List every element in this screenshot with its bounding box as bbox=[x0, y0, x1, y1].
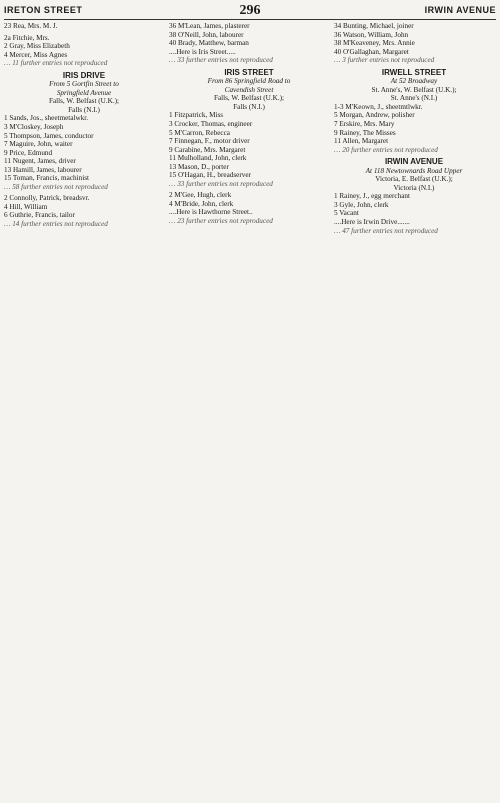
ward-line: St. Anne's, W. Belfast (U.K.); bbox=[371, 85, 457, 94]
list-item: 13 Hamill, James, labourer bbox=[4, 165, 82, 174]
list-item: 3 Crocker, Thomas, engineer bbox=[169, 120, 253, 129]
here-marker: ....Here is Hawthorne Street.. bbox=[169, 208, 253, 217]
header-right-street: IRWIN AVENUE bbox=[424, 5, 496, 15]
list-item: 38 M'Keaveney, Mrs. Annie bbox=[334, 39, 415, 48]
omitted-note: … 20 further entries not reproduced bbox=[334, 145, 438, 154]
section-heading-iris-street: IRIS STREET bbox=[224, 67, 274, 77]
section-heading-irwin-avenue: IRWIN AVENUE bbox=[384, 157, 444, 167]
list-item: 13 Mason, D., porter bbox=[169, 162, 229, 171]
omitted-note: … 33 further entries not reproduced bbox=[169, 56, 273, 65]
list-item: 2 Connolly, Patrick, breadsvr. bbox=[4, 194, 90, 203]
list-item: 4 Hill, William bbox=[4, 202, 48, 211]
list-item: 15 Toman, Francis, machinist bbox=[4, 174, 90, 183]
list-item: 2 M'Gee, Hugh, clerk bbox=[169, 191, 232, 200]
list-item: 40 O'Gallaghan, Margaret bbox=[334, 47, 409, 56]
list-item: 11 Mulholland, John, clerk bbox=[169, 154, 247, 163]
omitted-note: … 23 further entries not reproduced bbox=[169, 217, 273, 226]
list-item: 36 Watson, William, John bbox=[334, 30, 409, 39]
list-item: 40 Brady, Matthew, barman bbox=[169, 39, 249, 48]
list-item: 5 Thompson, James, conductor bbox=[4, 131, 94, 140]
omitted-note: … 11 further entries not reproduced bbox=[4, 59, 108, 68]
column-2 bbox=[169, 22, 329, 226]
list-item: 15 O'Hagan, H., breadserver bbox=[169, 171, 251, 180]
list-item: 5 M'Carron, Rebecca bbox=[169, 128, 230, 137]
section-subtitle: From 86 Springfield Road to bbox=[207, 77, 291, 86]
column-1 bbox=[4, 22, 164, 229]
list-item: 5 Vacant bbox=[334, 209, 359, 218]
list-item: 6 Guthrie, Francis, tailor bbox=[4, 211, 75, 220]
list-item: 9 Price, Edmund bbox=[4, 148, 53, 157]
omitted-note: … 3 further entries not reproduced bbox=[334, 56, 435, 65]
omitted-note: … 58 further entries not reproduced bbox=[4, 182, 108, 191]
section-subtitle: At 118 Newtownards Road Upper bbox=[365, 166, 463, 175]
list-item: 3 M'Closkey, Joseph bbox=[4, 123, 64, 132]
ward-line: Falls, W. Belfast (U.K.); bbox=[48, 97, 120, 106]
omitted-note: … 47 further entries not reproduced bbox=[334, 226, 438, 235]
list-item: 34 Bunting, Michael, joiner bbox=[334, 22, 414, 30]
list-item: 2 Gray, Miss Elizabeth bbox=[4, 42, 70, 51]
list-item: 7 Finnegan, F., motor driver bbox=[169, 137, 250, 146]
list-item: 1 Fitzpatrick, Miss bbox=[169, 111, 224, 120]
ward-line: St. Anne's (N.I.) bbox=[390, 94, 438, 103]
list-item: 4 M'Bride, John, clerk bbox=[169, 199, 234, 208]
list-item: 7 Erskire, Mrs. Mary bbox=[334, 120, 395, 129]
column-3 bbox=[334, 22, 494, 235]
list-item: 23 Rea, Mrs. M. J. bbox=[4, 22, 58, 30]
list-item: 5 Morgan, Andrew, polisher bbox=[334, 111, 415, 120]
list-item: 1 Rainey, J., egg merchant bbox=[334, 192, 410, 201]
ward-line: Victoria (N.I.) bbox=[393, 183, 435, 192]
list-item: 1 Sands, Jos., sheetmetalwkr. bbox=[4, 114, 89, 123]
list-item: 4 Mercer, Miss Agnes bbox=[4, 50, 68, 59]
ward-line: Falls, W. Belfast (U.K.); bbox=[213, 94, 285, 103]
here-marker: ....Here is Iris Street..... bbox=[169, 47, 236, 56]
list-item: 11 Nugent, James, driver bbox=[4, 157, 76, 166]
list-item: 36 M'Lean, James, plasterer bbox=[169, 22, 250, 30]
list-item: 1-3 M'Keown, J., sheetmtlwkr. bbox=[334, 102, 423, 111]
omitted-note: … 14 further entries not reproduced bbox=[4, 220, 108, 229]
here-marker: ....Here is Irwin Drive....... bbox=[334, 218, 410, 227]
section-heading-iris-drive: IRIS DRIVE bbox=[62, 70, 106, 80]
header-rule bbox=[4, 19, 496, 20]
list-item: 3 Gyle, John, clerk bbox=[334, 200, 389, 209]
header-left-street: IRETON STREET bbox=[4, 5, 83, 15]
list-item: 38 O'Neill, John, labourer bbox=[169, 30, 244, 39]
ward-line: Falls (N.I.) bbox=[68, 105, 100, 114]
list-item: 2a Fitchie, Mrs. bbox=[4, 33, 50, 42]
section-heading-irwell-street: IRWELL STREET bbox=[381, 67, 447, 77]
section-subtitle: Cavendish Street bbox=[224, 85, 274, 94]
ward-line: Victoria, E. Belfast (U.K.); bbox=[375, 175, 453, 184]
omitted-note: … 33 further entries not reproduced bbox=[169, 179, 273, 188]
list-item: 11 Allen, Margaret bbox=[334, 137, 389, 146]
page-header bbox=[4, 3, 496, 19]
ward-line: Falls (N.I.) bbox=[233, 102, 265, 111]
page-number: 296 bbox=[239, 3, 261, 18]
section-subtitle: At 52 Broadway bbox=[390, 77, 438, 86]
section-subtitle: Springfield Avenue bbox=[56, 88, 112, 97]
section-subtitle: From 5 Gortfin Street to bbox=[49, 80, 119, 89]
list-item: 7 Maguire, John, waiter bbox=[4, 140, 73, 149]
list-item: 9 Rainey, The Misses bbox=[334, 128, 396, 137]
list-item: 9 Carabine, Mrs. Margaret bbox=[169, 145, 246, 154]
